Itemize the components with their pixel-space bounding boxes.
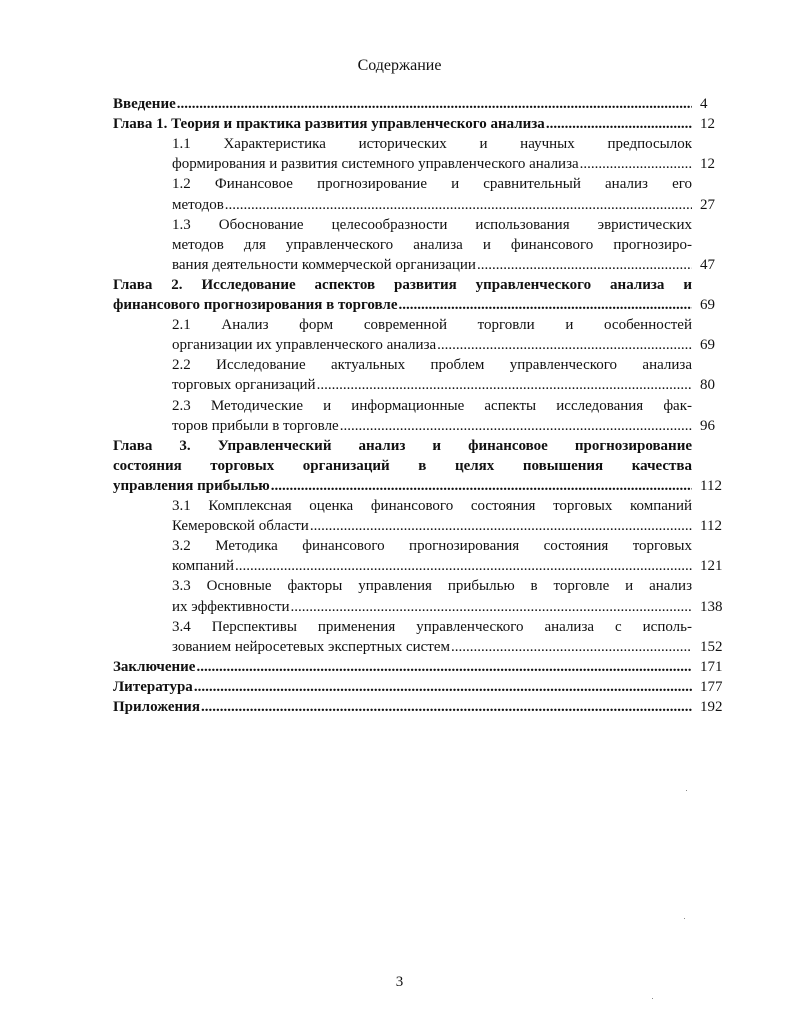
dot-leader	[477, 255, 692, 275]
toc-entry-text: 3.3 Основные факторы управления прибылью в торговле и анализ	[172, 578, 692, 595]
toc-entry-text: 2.1 Анализ форм современной торговли и особенностей	[172, 317, 692, 334]
toc-page-number: 69	[700, 297, 715, 313]
dot-leader	[451, 637, 692, 657]
dot-leader	[271, 476, 692, 496]
toc-entry-text: их эффективности	[172, 598, 290, 615]
toc-entry-line	[113, 677, 692, 697]
toc-entry-line	[113, 476, 692, 496]
toc-entry-line	[113, 94, 692, 114]
toc-entry-text: методов	[172, 196, 224, 213]
toc-entry-line	[172, 416, 692, 436]
toc-page-number: 47	[700, 256, 715, 273]
toc-entry-line	[113, 697, 692, 717]
dot-leader	[196, 657, 692, 677]
dot-leader	[291, 597, 692, 617]
dot-leader	[194, 677, 692, 697]
dot-leader	[580, 154, 692, 174]
toc-entry-text: Заключение	[113, 658, 196, 675]
toc-entry-text: Литература	[113, 678, 193, 695]
toc-entry-text: Глава 3. Управленческий анализ и финансовое прогнозирование	[113, 437, 692, 454]
toc-entry-text: 3.2 Методика финансового прогнозирования состояния торговых	[172, 538, 692, 555]
page-title: Содержание	[357, 57, 442, 74]
dot-leader	[437, 335, 692, 355]
scan-speck	[686, 790, 687, 791]
toc-entry-line	[113, 295, 692, 315]
toc-entry-line	[113, 114, 692, 134]
toc-entry-text: 1.2 Финансовое прогнозирование и сравнительный анализ его	[172, 176, 692, 193]
toc-entry-text: вания деятельности коммерческой организации	[172, 256, 476, 273]
toc-page-number: 177	[700, 678, 723, 695]
toc-entry-text: зованием нейросетевых экспертных систем	[172, 638, 450, 655]
toc-page-number: 27	[700, 196, 715, 213]
toc-entry-text: организации их управленческого анализа	[172, 337, 437, 354]
toc-entry-text: 3.1 Комплексная оценка финансового состояния торговых компаний	[172, 498, 692, 514]
toc-entry-text: финансового прогнозирования в торговле	[113, 297, 398, 313]
dot-leader	[225, 195, 692, 215]
toc-entry-line	[172, 195, 692, 215]
toc-entry-text: 1.3 Обоснование целесообразности использования эвристических	[172, 216, 692, 233]
dot-leader	[235, 556, 692, 576]
toc-page-number: 12	[700, 156, 715, 173]
toc-page-number: 69	[700, 337, 715, 354]
toc-entry-text: Приложения	[113, 699, 200, 715]
toc-entry-text: 1.1 Характеристика исторических и научных предпосылок	[172, 136, 692, 153]
dot-leader	[317, 375, 692, 395]
dot-leader	[546, 114, 692, 134]
toc-entry-line	[172, 516, 692, 536]
toc-page-number: 96	[700, 417, 715, 434]
scan-speck	[684, 918, 685, 919]
dot-leader	[399, 295, 692, 315]
toc-entry-text: торговых организаций	[172, 377, 316, 394]
dot-leader	[201, 697, 692, 717]
toc-page-number: 171	[700, 658, 723, 675]
scan-speck	[652, 998, 653, 999]
toc-page-number: 192	[700, 699, 723, 715]
toc-entry-line	[172, 255, 692, 275]
toc-page-number: 152	[700, 638, 723, 655]
toc-entry-text: формирования и развития системного управленческого анализа	[172, 156, 579, 173]
toc-entry-line	[172, 375, 692, 395]
toc-entry-text: состояния торговых организаций в целях повышения качества	[113, 457, 692, 474]
page-number: 3	[395, 974, 404, 990]
toc-entry-text: торов прибыли в торговле	[172, 417, 339, 434]
toc-page-number: 112	[700, 477, 722, 494]
toc-entry-text: Глава 2. Исследование аспектов развития управленческого анализа и	[113, 276, 692, 293]
toc-entry-text: 3.4 Перспективы применения управленческого анализа с исполь-	[172, 618, 692, 635]
toc-entry-text: Глава 1. Теория и практика развития управленческого анализа	[113, 116, 545, 133]
toc-entry-text: 2.2 Исследование актуальных проблем управленческого анализа	[172, 357, 692, 374]
toc-entry-text: 2.3 Методические и информационные аспекты исследования фак-	[172, 397, 692, 414]
toc-page-number: 121	[700, 558, 723, 575]
toc-entry-text: Кемеровской области	[172, 518, 309, 535]
toc-entry-line	[172, 335, 692, 355]
dot-leader	[340, 416, 692, 436]
toc-entry-text: компаний	[172, 558, 234, 575]
toc-page-number: 112	[700, 518, 722, 535]
toc-page-number: 12	[700, 116, 715, 133]
dot-leader	[310, 516, 692, 536]
toc-entry-line	[172, 597, 692, 617]
toc-entry-text: Введение	[113, 96, 176, 112]
toc-entry-line	[172, 637, 692, 657]
toc-entry-line	[113, 657, 692, 677]
toc-entry-text: методов для управленческого анализа и финансового прогнозиро-	[172, 236, 692, 253]
toc-entry-line	[172, 556, 692, 576]
toc-page-number: 80	[700, 377, 715, 394]
dot-leader	[177, 94, 692, 114]
toc-entry-text: управления прибылью	[113, 477, 270, 494]
toc-page-number: 138	[700, 598, 723, 615]
toc-entry-line	[172, 154, 692, 174]
toc-page-number: 4	[700, 96, 708, 112]
